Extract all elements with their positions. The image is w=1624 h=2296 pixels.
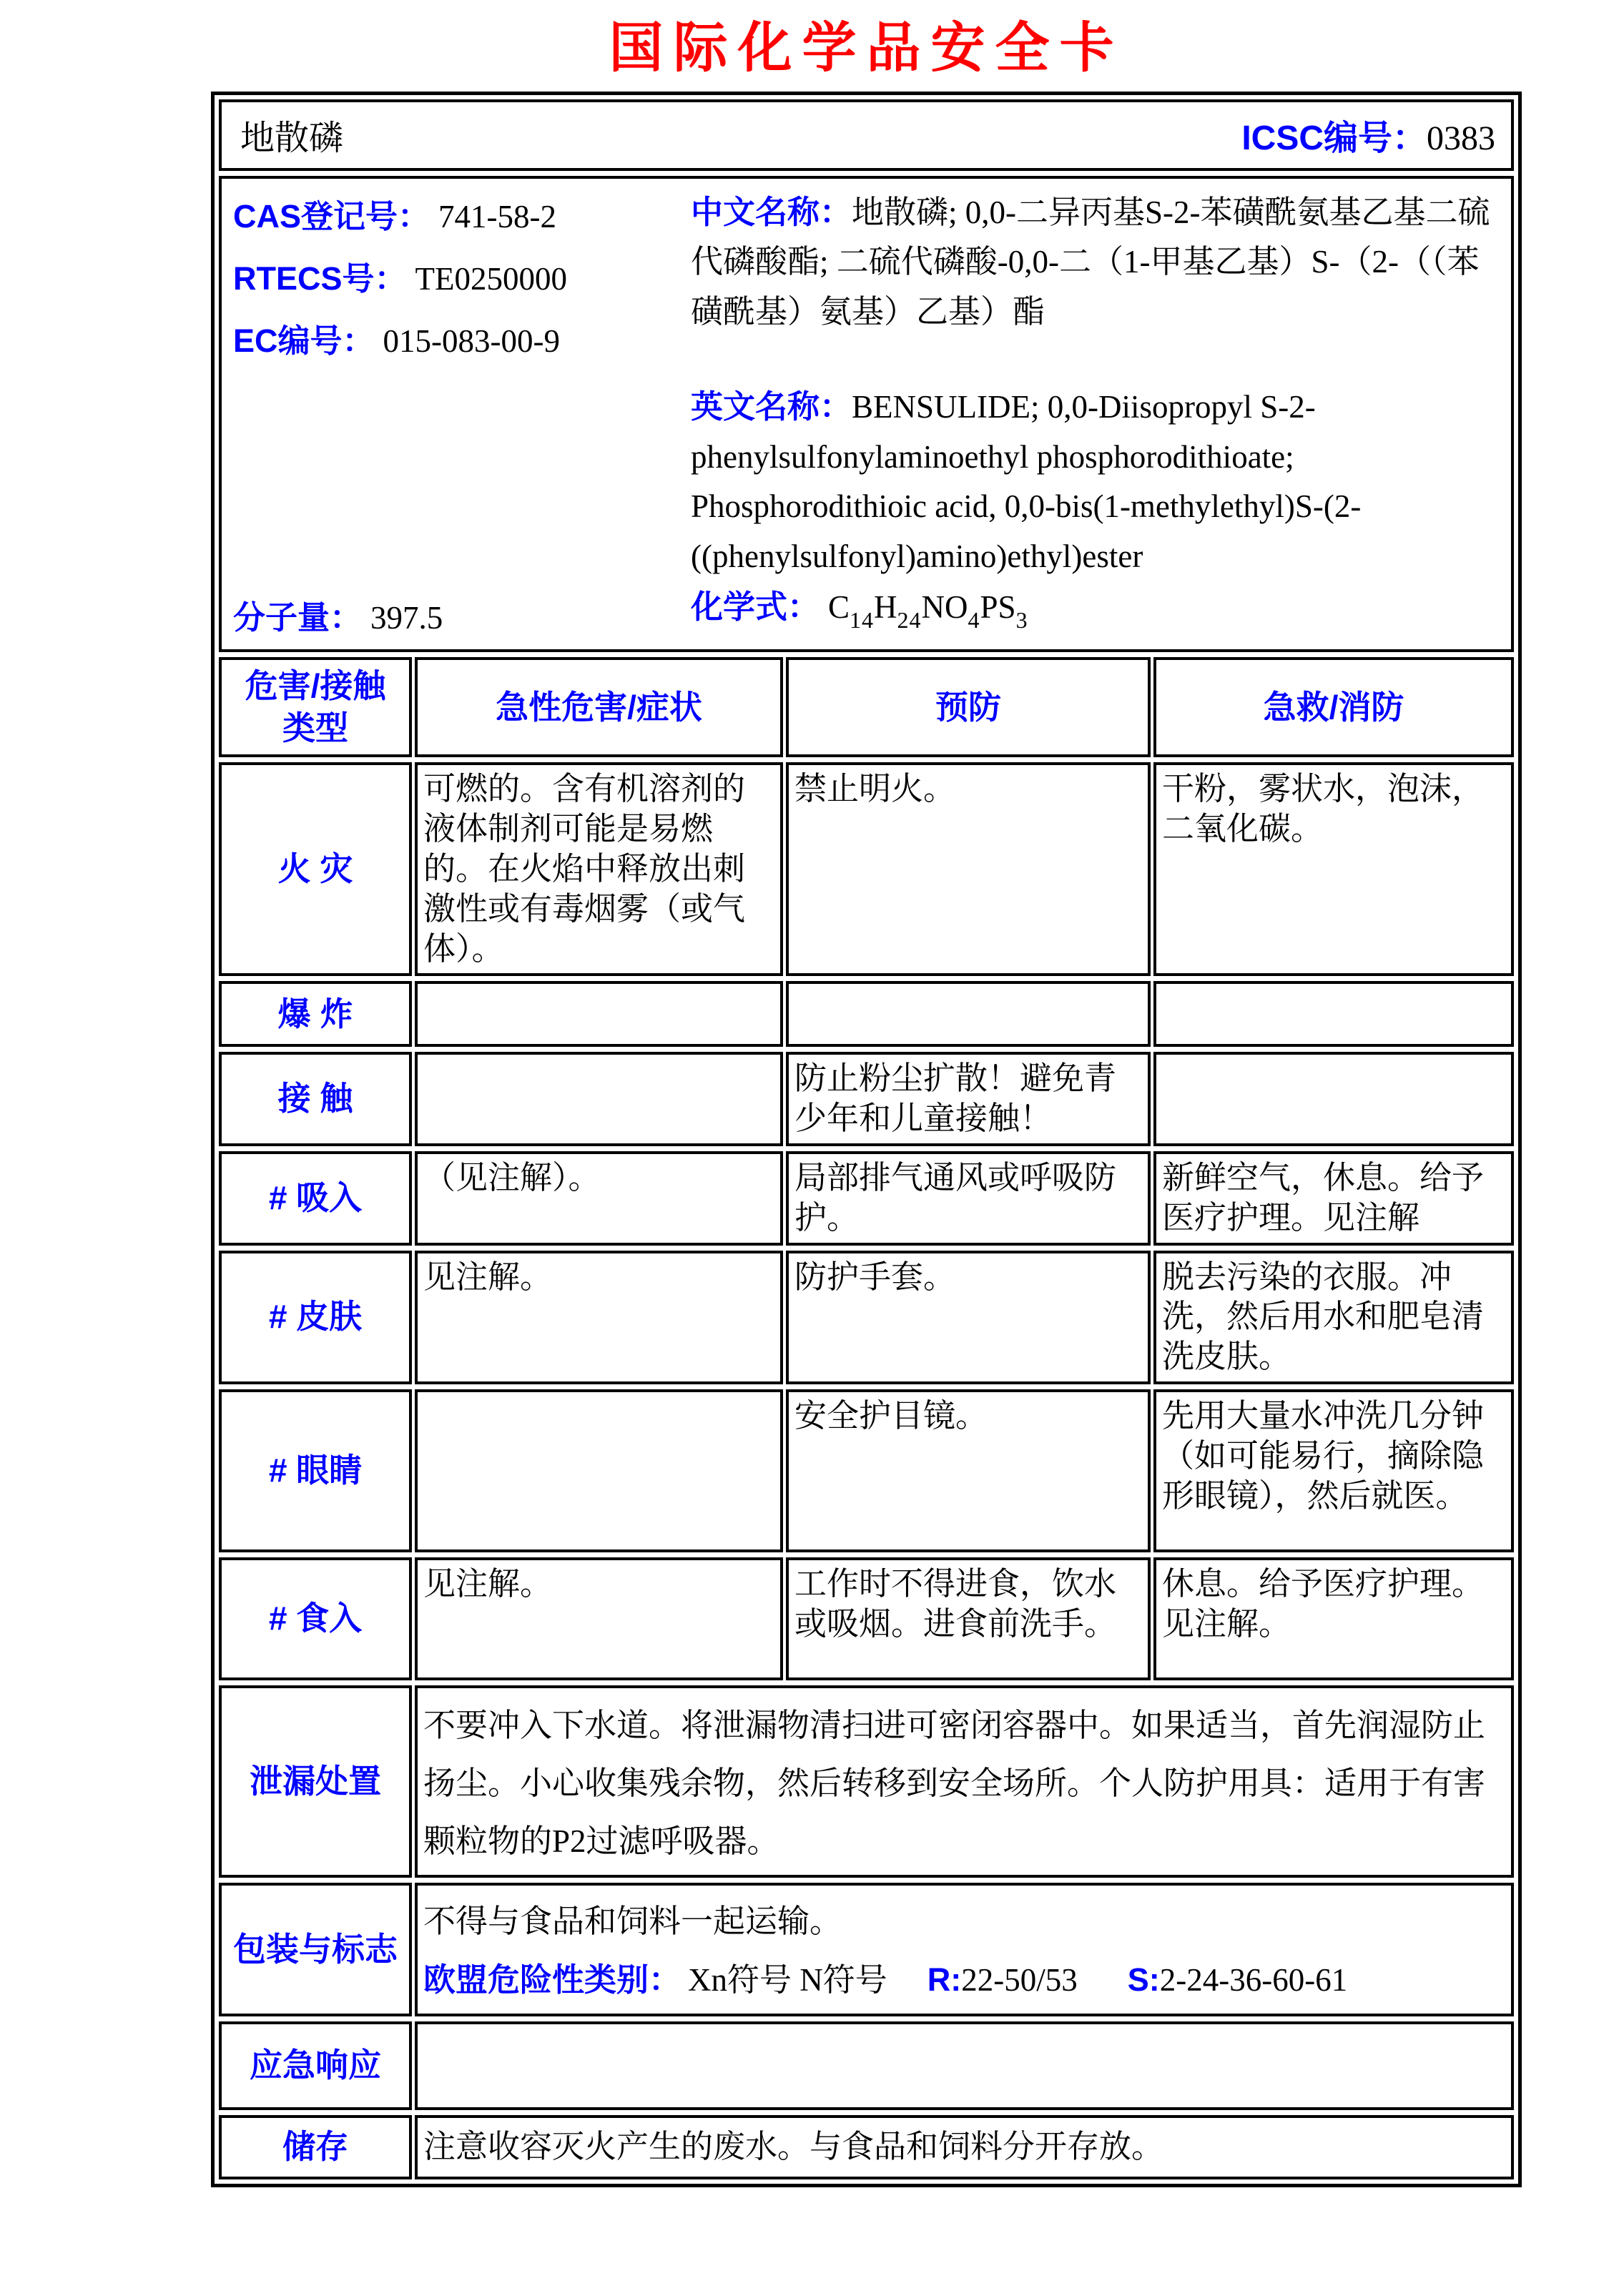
- cas-value: 741-58-2: [438, 198, 556, 235]
- icsc-number-value: 0383: [1427, 119, 1495, 158]
- row-explosion-prevention: [786, 981, 1151, 1047]
- row-fire: [219, 762, 1514, 976]
- registry-numbers: [233, 187, 691, 639]
- chemical-names: [691, 187, 1500, 639]
- english-name-label: 英文名称：: [691, 388, 852, 425]
- safety-card: [211, 92, 1522, 2187]
- row-ingestion-first-aid: 休息。给予医疗护理。见注解。: [1153, 1557, 1514, 1680]
- chemical-formula-value: [828, 588, 1028, 633]
- formula-part: NO: [921, 588, 968, 625]
- row-packaging-content: [415, 1883, 1514, 2016]
- row-eyes-label: # 眼睛: [219, 1389, 412, 1552]
- row-fire-first-aid: 干粉，雾状水，泡沫，二氧化碳。: [1153, 762, 1514, 976]
- packaging-transport-note: 不得与食品和饲料一起运输。: [423, 1903, 842, 1939]
- row-storage: [219, 2115, 1514, 2179]
- row-contact-first-aid: [1153, 1052, 1514, 1146]
- cas-number-line: [233, 190, 691, 237]
- english-name-paragraph: [691, 382, 1500, 582]
- row-skin-prevention: 防护手套。: [786, 1251, 1151, 1384]
- row-eyes-prevention: 安全护目镜。: [786, 1389, 1151, 1552]
- chemical-formula-line: [691, 582, 1500, 639]
- row-skin: [219, 1251, 1514, 1384]
- header-hazard-type-line1: 危害/接触: [245, 666, 386, 704]
- r-phrase-label: R:: [927, 1961, 962, 1998]
- row-explosion: [219, 981, 1514, 1047]
- ec-number-line: [233, 315, 691, 361]
- chinese-name-value: 地散磷; 0,0-二异丙基S-2-苯磺酰氨基乙基二硫代磷酸酯; 二硫代磷酸-0,0-二（1-甲基乙基）S-（2-（（苯磺酰基）氨基）乙基）酯: [691, 194, 1490, 330]
- r-phrase-value: 22-50/53: [961, 1962, 1078, 1998]
- eu-classification-label: 欧盟危险性类别：: [423, 1961, 681, 1998]
- row-packaging-label: 包装与标志: [219, 1883, 412, 2016]
- row-explosion-symptoms: [415, 981, 783, 1047]
- page-title: 国际化学品安全卡: [609, 18, 1124, 79]
- formula-part: C: [828, 588, 850, 625]
- row-spill-disposal: [219, 1685, 1514, 1878]
- row-fire-symptoms: 可燃的。含有机溶剂的液体制剂可能是易燃的。在火焰中释放出刺激性或有毒烟雾（或气体）。: [415, 762, 783, 976]
- header-first-aid: 急救/消防: [1153, 657, 1514, 757]
- row-inhalation-label: # 吸入: [219, 1151, 412, 1246]
- molecular-weight-line: [233, 591, 691, 638]
- header-hazard-type: [219, 657, 412, 757]
- row-inhalation: [219, 1151, 1514, 1246]
- chinese-name-paragraph: [691, 187, 1500, 337]
- table-header-row: [219, 657, 1514, 757]
- row-emergency-response-content: [415, 2021, 1514, 2110]
- row-inhalation-symptoms: （见注解）。: [415, 1151, 783, 1246]
- row-inhalation-prevention: 局部排气通风或呼吸防护。: [786, 1151, 1151, 1246]
- row-skin-symptoms: 见注解。: [415, 1251, 783, 1384]
- row-spill-disposal-label: 泄漏处置: [219, 1685, 412, 1878]
- row-skin-label: # 皮肤: [219, 1251, 412, 1384]
- formula-part: PS: [980, 588, 1016, 625]
- row-storage-content: 注意收容灭火产生的废水。与食品和饲料分开存放。: [415, 2115, 1514, 2179]
- eu-hazard-classification-line: [423, 1951, 1505, 2009]
- row-fire-prevention: 禁止明火。: [786, 762, 1151, 976]
- chinese-name-label: 中文名称：: [691, 193, 852, 230]
- ec-value: 015-083-00-9: [383, 322, 560, 359]
- row-ingestion-symptoms: 见注解。: [415, 1557, 783, 1680]
- row-ingestion: [219, 1557, 1514, 1680]
- formula-subscript: 3: [1015, 606, 1028, 633]
- rtecs-label: RTECS号：: [233, 260, 407, 297]
- row-ingestion-label: # 食入: [219, 1557, 412, 1680]
- header-prevention: 预防: [786, 657, 1151, 757]
- row-spill-disposal-content: 不要冲入下水道。将泄漏物清扫进可密闭容器中。如果适当，首先润湿防止扬尘。小心收集残余物，然后转移到安全场所。个人防护用具：适用于有害颗粒物的P2过滤呼吸器。: [415, 1685, 1514, 1878]
- ec-label: EC编号：: [233, 322, 375, 359]
- header-symptoms: 急性危害/症状: [415, 657, 783, 757]
- substance-name: 地散磷: [240, 119, 344, 158]
- row-emergency-response: [219, 2021, 1514, 2110]
- molecular-weight-label: 分子量：: [233, 599, 363, 636]
- row-eyes-symptoms: [415, 1389, 783, 1552]
- row-ingestion-prevention: 工作时不得进食，饮水或吸烟。进食前洗手。: [786, 1557, 1151, 1680]
- rtecs-number-line: [233, 252, 691, 299]
- formula-subscript: 4: [968, 606, 980, 633]
- identification-section: [219, 176, 1514, 653]
- row-contact-label: 接 触: [219, 1052, 412, 1146]
- formula-subscript: 14: [850, 606, 875, 633]
- row-contact-prevention: 防止粉尘扩散！避免青少年和儿童接触！: [786, 1052, 1151, 1146]
- formula-subscript: 24: [897, 606, 922, 633]
- row-inhalation-first-aid: 新鲜空气，休息。给予医疗护理。见注解: [1153, 1151, 1514, 1246]
- eu-symbols-value: Xn符号 N符号: [688, 1962, 887, 1998]
- s-phrase-value: 2-24-36-60-61: [1159, 1962, 1348, 1998]
- row-fire-label: 火 灾: [219, 762, 412, 976]
- row-emergency-response-label: 应急响应: [219, 2021, 412, 2110]
- row-eyes: [219, 1389, 1514, 1552]
- row-skin-first-aid: 脱去污染的衣服。冲洗，然后用水和肥皂清洗皮肤。: [1153, 1251, 1514, 1384]
- chemical-formula-label: 化学式：: [691, 588, 820, 625]
- row-explosion-label: 爆 炸: [219, 981, 412, 1047]
- icsc-number-label: ICSC编号：: [1241, 119, 1427, 158]
- english-name-value: BENSULIDE; 0,0-Diisopropyl S-2-phenylsulfonylaminoethyl phosphorodithioate; Phosphorodithioic acid, 0,0-bis(1-methylethyl)S-(2-((phenylsulfonyl)amino)ethyl)ester: [691, 388, 1362, 575]
- s-phrase-label: S:: [1127, 1961, 1160, 1998]
- row-contact: [219, 1052, 1514, 1146]
- row-explosion-first-aid: [1153, 981, 1514, 1047]
- row-contact-symptoms: [415, 1052, 783, 1146]
- cas-label: CAS登记号：: [233, 197, 430, 235]
- row-storage-label: 储存: [219, 2115, 412, 2179]
- row-eyes-first-aid: 先用大量水冲洗几分钟（如可能易行，摘除隐形眼镜），然后就医。: [1153, 1389, 1514, 1552]
- molecular-weight-value: 397.5: [370, 600, 443, 636]
- card-header: [219, 99, 1514, 171]
- row-packaging-labelling: [219, 1883, 1514, 2016]
- header-hazard-type-line2: 类型: [282, 709, 348, 747]
- formula-part: H: [874, 588, 897, 625]
- rtecs-value: TE0250000: [415, 260, 567, 297]
- icsc-number-group: [1241, 110, 1495, 159]
